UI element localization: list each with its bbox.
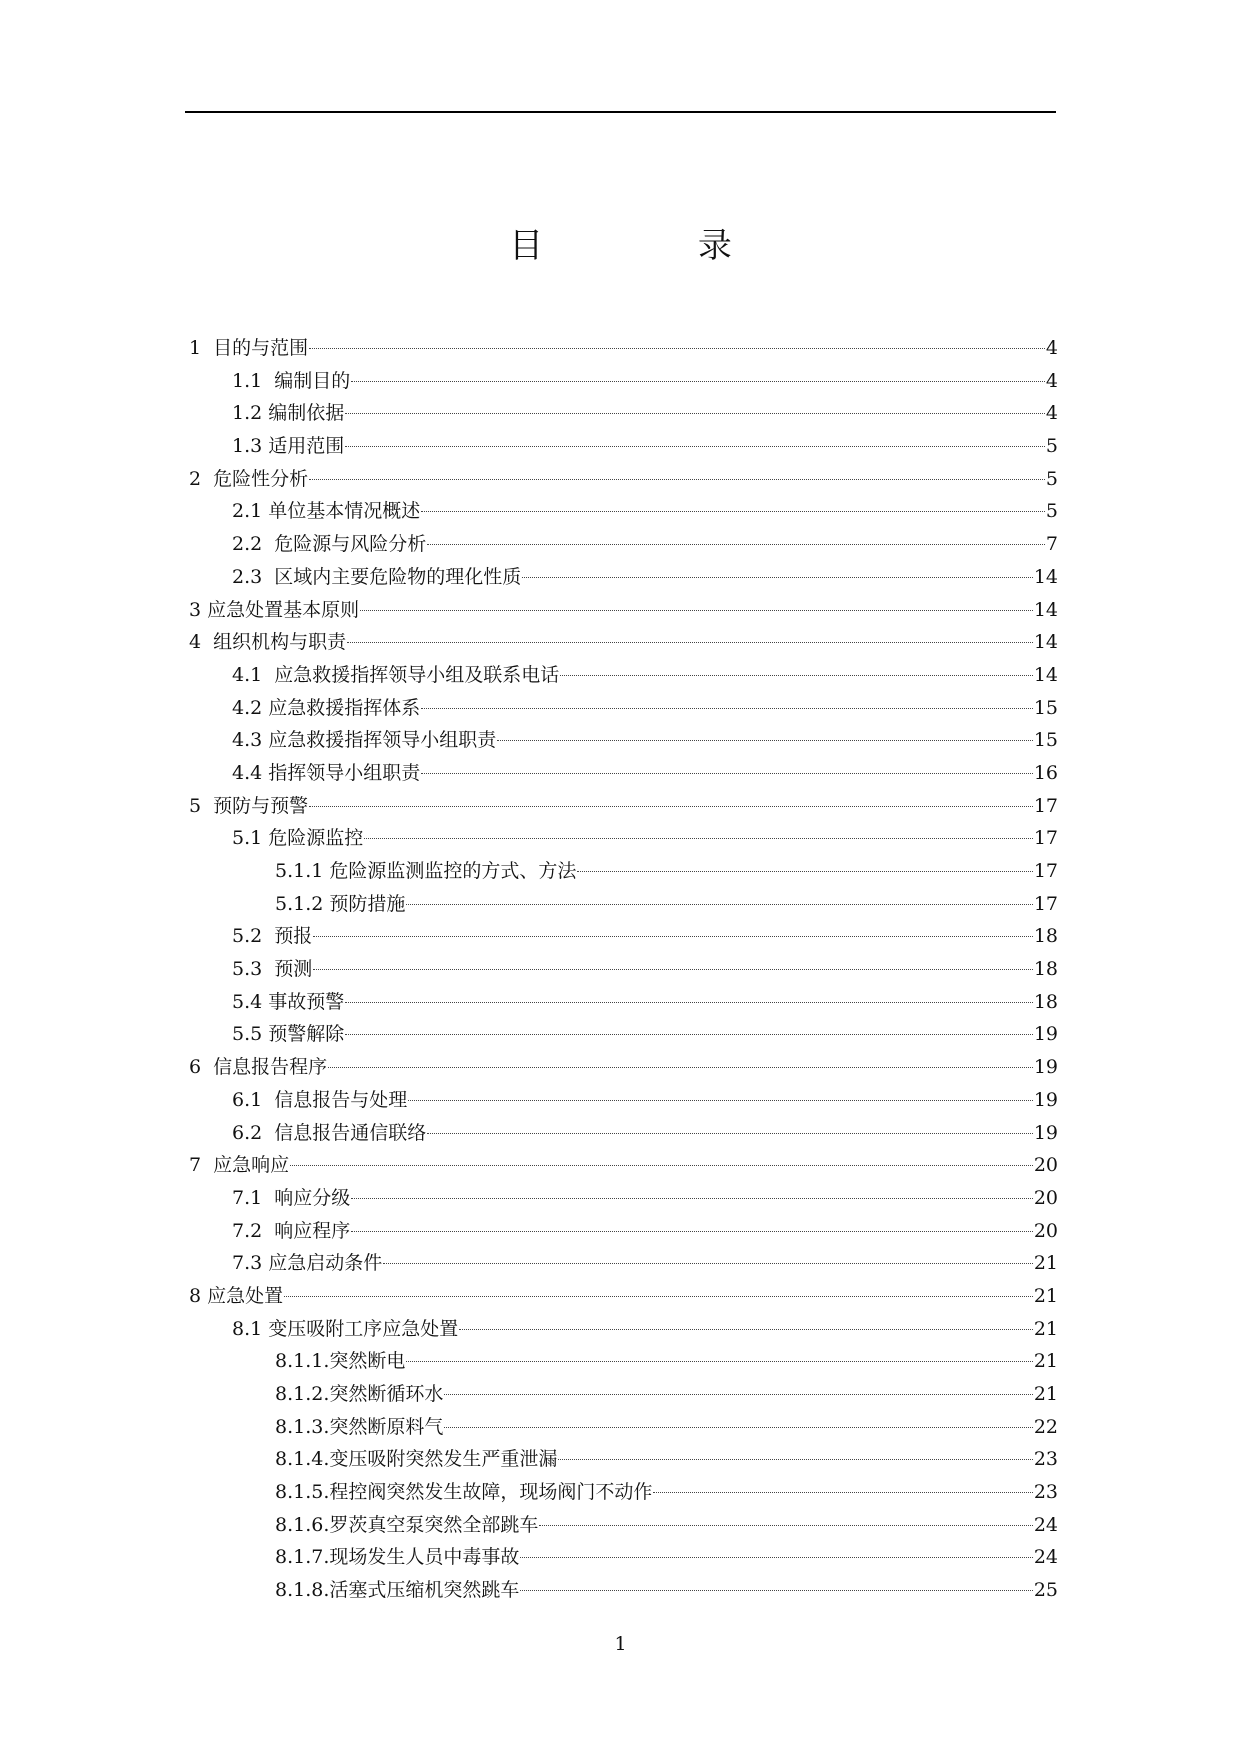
toc-dot-leader <box>406 904 1032 905</box>
toc-entry-title: 区域内主要危险物的理化性质 <box>274 565 522 588</box>
toc-dot-leader <box>360 610 1033 611</box>
toc-entry-number: 7.1 <box>232 1186 275 1209</box>
toc-entry-page: 25 <box>1033 1579 1058 1602</box>
toc-entry-title: 目的与范围 <box>213 337 309 359</box>
toc-entry-page: 19 <box>1033 1023 1058 1046</box>
toc-entry-title: 突然断原料气 <box>329 1415 444 1438</box>
toc-entry-title: 危险源监控 <box>268 827 364 850</box>
toc-entry-page: 21 <box>1033 1383 1058 1405</box>
toc-entry-page: 20 <box>1033 1219 1058 1242</box>
toc-title: 目 录 <box>509 226 804 266</box>
toc-entry-title: 危险性分析 <box>213 467 309 490</box>
toc-entry[interactable] <box>189 528 1058 561</box>
toc-entry[interactable] <box>189 1182 1058 1215</box>
toc-dot-leader <box>309 479 1045 480</box>
toc-entry-number: 5.3 <box>232 958 275 981</box>
toc-entry[interactable] <box>189 1443 1058 1476</box>
toc-entry-title: 适用范围 <box>268 435 345 458</box>
toc-entry[interactable] <box>189 1574 1058 1607</box>
table-of-contents <box>189 332 1058 1607</box>
toc-entry-page: 19 <box>1033 1056 1058 1079</box>
toc-entry-title: 信息报告通信联络 <box>274 1121 427 1144</box>
toc-entry-title: 现场发生人员中毒事故 <box>329 1546 520 1569</box>
toc-entry-title: 突然断电 <box>329 1350 406 1373</box>
toc-dot-leader <box>345 1034 1033 1035</box>
toc-entry-number: 2 <box>189 467 214 490</box>
toc-dot-leader <box>284 1296 1033 1297</box>
toc-entry-title: 组织机构与职责 <box>213 631 347 654</box>
toc-dot-leader <box>345 446 1045 447</box>
toc-entry-number: 8.1.8. <box>275 1579 330 1602</box>
toc-entry-number: 7.3 <box>232 1252 269 1275</box>
toc-entry-page: 14 <box>1033 663 1058 686</box>
toc-entry-number: 5 <box>189 794 214 817</box>
toc-entry-page: 4 <box>1045 369 1058 392</box>
toc-dot-leader <box>351 381 1045 382</box>
toc-entry-title: 应急救援指挥体系 <box>268 696 421 719</box>
toc-entry-title: 应急救援指挥领导小组职责 <box>268 729 497 752</box>
toc-entry-title: 信息报告与处理 <box>274 1088 408 1111</box>
toc-dot-leader <box>577 871 1032 872</box>
toc-entry[interactable] <box>189 790 1058 823</box>
toc-entry-number: 8 <box>189 1284 208 1307</box>
toc-entry[interactable] <box>189 1084 1058 1117</box>
toc-entry[interactable] <box>189 397 1058 430</box>
toc-dot-leader <box>313 969 1033 970</box>
toc-entry-number: 7 <box>189 1154 214 1177</box>
toc-entry-number: 1.1 <box>232 369 275 392</box>
toc-entry-page: 21 <box>1033 1284 1058 1307</box>
toc-entry-page: 16 <box>1033 761 1058 784</box>
toc-entry[interactable] <box>189 1541 1058 1574</box>
page-number: 1 <box>614 1633 627 1655</box>
toc-entry-title: 活塞式压缩机突然跳车 <box>329 1579 520 1602</box>
toc-entry-number: 5.1.1 <box>275 860 330 882</box>
toc-entry-page: 4 <box>1045 337 1058 359</box>
toc-dot-leader <box>497 740 1033 741</box>
toc-entry-page: 17 <box>1033 892 1058 915</box>
toc-entry-page: 15 <box>1033 696 1058 719</box>
toc-entry[interactable] <box>189 920 1058 953</box>
toc-entry-title: 应急启动条件 <box>268 1252 383 1275</box>
toc-dot-leader <box>309 348 1045 349</box>
toc-entry[interactable] <box>189 463 1058 496</box>
toc-entry-page: 14 <box>1033 631 1058 654</box>
toc-entry[interactable] <box>189 888 1058 921</box>
toc-entry-page: 23 <box>1033 1448 1058 1471</box>
toc-entry[interactable] <box>189 1215 1058 1248</box>
toc-entry-page: 20 <box>1033 1154 1058 1177</box>
toc-dot-leader <box>560 675 1033 676</box>
toc-entry-number: 8.1 <box>232 1317 269 1340</box>
toc-dot-leader <box>309 806 1033 807</box>
toc-entry-title: 罗茨真空泵突然全部跳车 <box>329 1513 539 1536</box>
toc-entry[interactable] <box>189 724 1058 757</box>
toc-dot-leader <box>364 838 1033 839</box>
toc-entry-title: 编制目的 <box>274 369 351 392</box>
toc-entry-title: 预警解除 <box>268 1023 345 1046</box>
toc-dot-leader <box>408 1100 1033 1101</box>
toc-entry-number: 7.2 <box>232 1219 275 1242</box>
toc-entry[interactable] <box>189 495 1058 528</box>
toc-entry[interactable] <box>189 1378 1058 1411</box>
toc-entry-number: 5.1 <box>232 827 269 850</box>
toc-dot-leader <box>313 936 1033 937</box>
toc-dot-leader <box>406 1361 1032 1362</box>
toc-entry-title: 单位基本情况概述 <box>268 500 421 523</box>
toc-entry-page: 4 <box>1045 402 1058 425</box>
toc-entry-number: 5.4 <box>232 990 269 1013</box>
toc-entry[interactable] <box>189 953 1058 986</box>
toc-entry-number: 8.1.5. <box>275 1481 330 1504</box>
toc-entry-page: 15 <box>1033 729 1058 752</box>
toc-entry-number: 1.3 <box>232 435 269 458</box>
toc-entry-title: 应急救援指挥领导小组及联系电话 <box>274 663 560 686</box>
toc-entry-page: 21 <box>1033 1252 1058 1275</box>
toc-entry-page: 7 <box>1045 533 1058 556</box>
toc-dot-leader <box>459 1329 1033 1330</box>
toc-entry-title: 响应程序 <box>274 1219 351 1242</box>
toc-dot-leader <box>328 1067 1033 1068</box>
toc-entry-title: 突然断循环水 <box>329 1383 444 1405</box>
toc-dot-leader <box>421 511 1045 512</box>
toc-entry[interactable] <box>189 692 1058 725</box>
toc-entry-title: 应急处置 <box>207 1284 284 1307</box>
toc-entry-title: 应急响应 <box>213 1154 290 1177</box>
toc-entry[interactable] <box>189 659 1058 692</box>
toc-entry-number: 5.5 <box>232 1023 269 1046</box>
toc-entry-number: 8.1.2. <box>275 1383 330 1405</box>
toc-entry-number: 3 <box>189 598 208 621</box>
toc-dot-leader <box>522 577 1033 578</box>
toc-entry-number: 8.1.6. <box>275 1513 330 1536</box>
toc-entry-number: 2.2 <box>232 533 275 556</box>
toc-entry-number: 6.1 <box>232 1088 275 1111</box>
toc-entry-number: 8.1.7. <box>275 1546 330 1569</box>
toc-dot-leader <box>345 413 1045 414</box>
toc-entry-page: 18 <box>1033 958 1058 981</box>
toc-entry[interactable] <box>189 1476 1058 1509</box>
toc-entry[interactable] <box>189 757 1058 790</box>
toc-entry-page: 17 <box>1033 827 1058 850</box>
toc-entry-title: 预防与预警 <box>213 794 309 817</box>
toc-entry-page: 21 <box>1033 1317 1058 1340</box>
toc-dot-leader <box>558 1459 1032 1460</box>
toc-dot-leader <box>444 1427 1032 1428</box>
toc-entry-title: 编制依据 <box>268 402 345 425</box>
toc-entry-title: 变压吸附突然发生严重泄漏 <box>329 1448 558 1471</box>
toc-entry-page: 5 <box>1045 500 1058 523</box>
toc-entry-page: 24 <box>1033 1513 1058 1536</box>
toc-entry[interactable] <box>189 1509 1058 1542</box>
toc-entry-title: 响应分级 <box>274 1186 351 1209</box>
toc-entry[interactable] <box>189 822 1058 855</box>
toc-dot-leader <box>520 1557 1032 1558</box>
toc-entry-number: 2.3 <box>232 565 275 588</box>
toc-entry-page: 5 <box>1045 435 1058 458</box>
toc-entry[interactable] <box>189 365 1058 398</box>
toc-entry[interactable] <box>189 855 1058 888</box>
toc-entry-title: 事故预警 <box>268 990 345 1013</box>
toc-entry-title: 应急处置基本原则 <box>207 598 360 621</box>
toc-entry-number: 1.2 <box>232 402 269 425</box>
toc-dot-leader <box>421 773 1033 774</box>
toc-dot-leader <box>653 1492 1032 1493</box>
toc-entry-page: 5 <box>1045 467 1058 490</box>
toc-dot-leader <box>421 708 1033 709</box>
toc-dot-leader <box>427 544 1045 545</box>
toc-entry-title: 信息报告程序 <box>213 1056 328 1079</box>
toc-entry[interactable] <box>189 1051 1058 1084</box>
toc-entry-number: 8.1.3. <box>275 1415 330 1438</box>
toc-entry-number: 6.2 <box>232 1121 275 1144</box>
toc-entry-title: 危险源监测监控的方式、方法 <box>329 860 577 882</box>
toc-entry-title: 指挥领导小组职责 <box>268 761 421 784</box>
toc-entry-page: 14 <box>1033 598 1058 621</box>
toc-entry[interactable] <box>189 1247 1058 1280</box>
toc-entry[interactable] <box>189 332 1058 365</box>
toc-entry-page: 17 <box>1033 794 1058 817</box>
toc-entry-page: 17 <box>1033 860 1058 882</box>
toc-entry[interactable] <box>189 1117 1058 1150</box>
toc-dot-leader <box>427 1133 1033 1134</box>
toc-dot-leader <box>444 1394 1032 1395</box>
toc-dot-leader <box>345 1002 1033 1003</box>
toc-dot-leader <box>539 1525 1032 1526</box>
toc-entry[interactable] <box>189 594 1058 627</box>
toc-entry[interactable] <box>189 986 1058 1019</box>
toc-entry-number: 4.3 <box>232 729 269 752</box>
toc-dot-leader <box>347 642 1033 643</box>
toc-entry-number: 6 <box>189 1056 214 1079</box>
toc-entry-number: 4.2 <box>232 696 269 719</box>
toc-entry-title: 预防措施 <box>329 892 406 915</box>
toc-entry-page: 18 <box>1033 925 1058 948</box>
toc-dot-leader <box>383 1263 1033 1264</box>
toc-entry-page: 19 <box>1033 1088 1058 1111</box>
toc-entry-number: 4 <box>189 631 214 654</box>
toc-entry-page: 20 <box>1033 1186 1058 1209</box>
toc-entry-page: 19 <box>1033 1121 1058 1144</box>
toc-entry-page: 18 <box>1033 990 1058 1013</box>
toc-entry-title: 程控阀突然发生故障，现场阀门不动作 <box>329 1481 653 1504</box>
header-rule <box>185 111 1056 113</box>
toc-entry-number: 8.1.4. <box>275 1448 330 1471</box>
toc-entry-number: 8.1.1. <box>275 1350 330 1373</box>
toc-entry[interactable] <box>189 1018 1058 1051</box>
toc-entry-number: 5.1.2 <box>275 892 330 915</box>
toc-entry[interactable] <box>189 1411 1058 1444</box>
toc-entry-title: 预测 <box>274 958 313 981</box>
toc-entry[interactable] <box>189 626 1058 659</box>
toc-entry[interactable] <box>189 1313 1058 1346</box>
toc-entry-title: 变压吸附工序应急处置 <box>268 1317 459 1340</box>
toc-dot-leader <box>351 1198 1033 1199</box>
toc-entry-page: 14 <box>1033 565 1058 588</box>
toc-entry-title: 危险源与风险分析 <box>274 533 427 556</box>
toc-entry-number: 1 <box>189 337 214 359</box>
toc-dot-leader <box>290 1165 1033 1166</box>
toc-entry-title: 预报 <box>274 925 313 948</box>
toc-entry-number: 4.4 <box>232 761 269 784</box>
toc-entry-number: 2.1 <box>232 500 269 523</box>
toc-entry[interactable] <box>189 561 1058 594</box>
toc-entry-page: 21 <box>1033 1350 1058 1373</box>
toc-entry[interactable] <box>189 1280 1058 1313</box>
toc-entry-page: 22 <box>1033 1415 1058 1438</box>
toc-dot-leader <box>520 1590 1032 1591</box>
toc-entry[interactable] <box>189 430 1058 463</box>
toc-entry-page: 23 <box>1033 1481 1058 1504</box>
toc-entry[interactable] <box>189 1345 1058 1378</box>
toc-entry-number: 4.1 <box>232 663 275 686</box>
toc-dot-leader <box>351 1231 1033 1232</box>
toc-entry[interactable] <box>189 1149 1058 1182</box>
toc-entry-page: 24 <box>1033 1546 1058 1569</box>
toc-entry-number: 5.2 <box>232 925 275 948</box>
